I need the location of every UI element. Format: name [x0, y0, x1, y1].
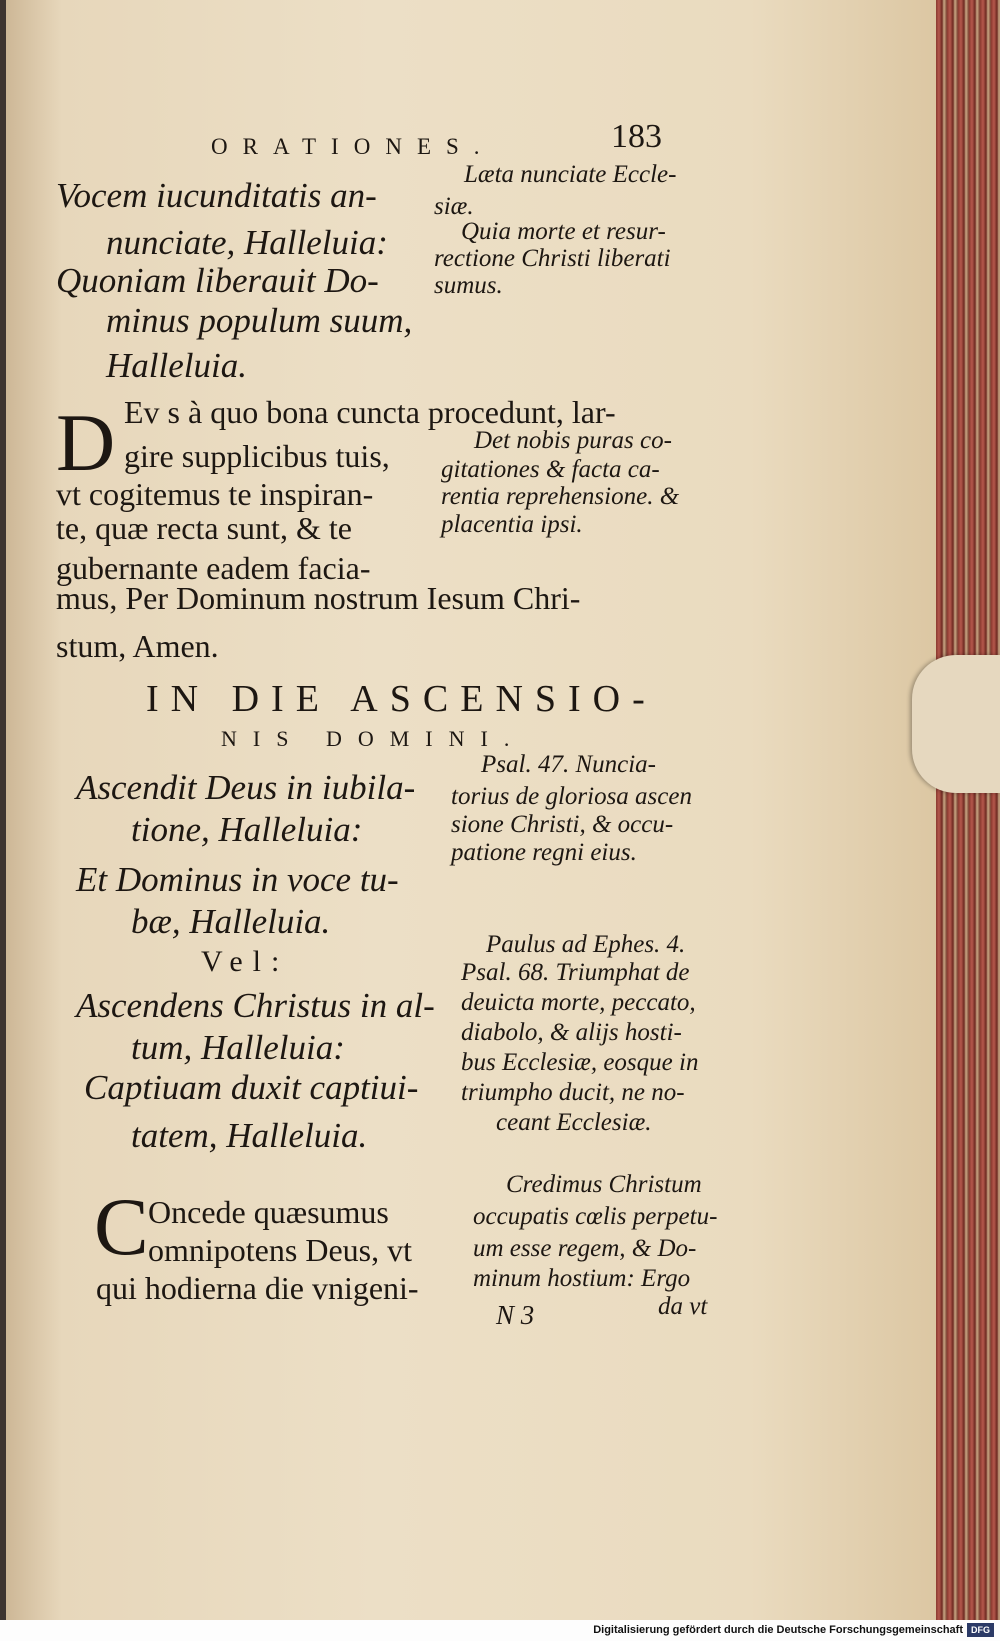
section-heading: IN DIE ASCENSIO-	[146, 678, 657, 720]
sentence-line: Ascendit Deus in iubila-	[76, 768, 416, 807]
book-page	[6, 0, 936, 1620]
margin-gloss-line: triumpho ducit, ne no-	[461, 1079, 685, 1106]
collect-line: stum, Amen.	[56, 628, 219, 664]
margin-gloss-line: patione regni eius.	[451, 839, 637, 866]
page-number: 183	[611, 118, 662, 155]
collect-line: omnipotens Deus, vt	[148, 1232, 412, 1268]
margin-gloss-line: Det nobis puras co-	[474, 427, 672, 454]
margin-gloss-line: diabolo, & alijs hosti-	[461, 1019, 682, 1046]
margin-gloss-line: deuicta morte, peccato,	[461, 989, 696, 1016]
margin-gloss-line: ceant Ecclesiæ.	[496, 1109, 652, 1136]
margin-gloss-line: sumus.	[434, 272, 503, 299]
margin-gloss-line: rectione Christi liberati	[434, 245, 671, 272]
collect-line: qui hodierna die vnigeni-	[96, 1270, 419, 1306]
footer-credit: Digitalisierung gefördert durch die Deutsche Forschungsgemeinschaft	[593, 1624, 963, 1636]
margin-gloss-line: minum hostium: Ergo	[473, 1265, 691, 1292]
margin-gloss-line: sione Christi, & occu-	[451, 811, 674, 838]
margin-gloss-line: occupatis cœlis perpetu-	[473, 1203, 718, 1230]
book-fore-edge	[936, 0, 1000, 1620]
margin-gloss-line: Quia morte et resur-	[461, 218, 666, 245]
margin-gloss-line: placentia ipsi.	[441, 511, 583, 538]
margin-gloss-line: um esse regem, & Do-	[473, 1235, 697, 1262]
collect-line: te, quæ recta sunt, & te	[56, 510, 352, 546]
sentence-line: Et Dominus in voce tu-	[76, 860, 399, 899]
collect-line: Ev s à quo bona cuncta procedunt, lar-	[124, 394, 616, 430]
sentence-line: tione, Halleluia:	[131, 810, 363, 849]
sentence-line: Quoniam liberauit Do-	[56, 261, 379, 300]
sentence-line: minus populum suum,	[106, 301, 413, 340]
margin-gloss-line: torius de gloriosa ascen	[451, 783, 692, 810]
sentence-line: Captiuam duxit captiui-	[84, 1068, 419, 1107]
margin-gloss-line: Credimus Christum	[506, 1171, 702, 1198]
signature-mark: N 3	[496, 1300, 535, 1330]
margin-gloss-line: Læta nunciate Eccle-	[464, 161, 677, 188]
sentence-line: Ascendens Christus in al-	[76, 986, 435, 1025]
margin-gloss-line: rentia reprehensione. &	[441, 483, 680, 510]
sentence-line: Halleluia.	[106, 346, 247, 385]
collect-line: gire supplicibus tuis,	[124, 438, 390, 474]
margin-gloss-line: gitationes & facta ca-	[441, 456, 660, 483]
sentence-line: bæ, Halleluia.	[131, 902, 331, 941]
dfg-logo: DFG	[967, 1623, 994, 1637]
margin-gloss-line: Paulus ad Ephes. 4.	[486, 931, 686, 958]
margin-gloss-line: siæ.	[434, 193, 474, 220]
footer-bar	[0, 1620, 1000, 1641]
running-title: ORATIONES.	[211, 134, 495, 159]
margin-gloss-line: da vt	[658, 1293, 708, 1320]
drop-cap: C	[94, 1181, 149, 1272]
margin-gloss-line: Psal. 47. Nuncia-	[481, 751, 656, 778]
sentence-line: Vocem iucunditatis an-	[56, 176, 377, 215]
sentence-line: nunciate, Halleluia:	[106, 223, 388, 262]
collect-line: Oncede quæsumus	[148, 1194, 389, 1230]
vel-heading: Vel:	[201, 945, 290, 978]
sentence-line: tatem, Halleluia.	[131, 1116, 368, 1155]
sentence-line: tum, Halleluia:	[131, 1028, 345, 1067]
margin-gloss-line: bus Ecclesiæ, eosque in	[461, 1049, 699, 1076]
margin-gloss-line: Psal. 68. Triumphat de	[461, 959, 690, 986]
collect-line: mus, Per Dominum nostrum Iesum Chri-	[56, 580, 581, 616]
page-tab	[912, 655, 1000, 793]
collect-line: gubernante eadem facia-	[56, 550, 371, 586]
collect-line: vt cogitemus te inspiran-	[56, 476, 374, 512]
drop-cap: D	[56, 397, 116, 488]
section-heading-line2: NIS DOMINI.	[221, 726, 526, 751]
